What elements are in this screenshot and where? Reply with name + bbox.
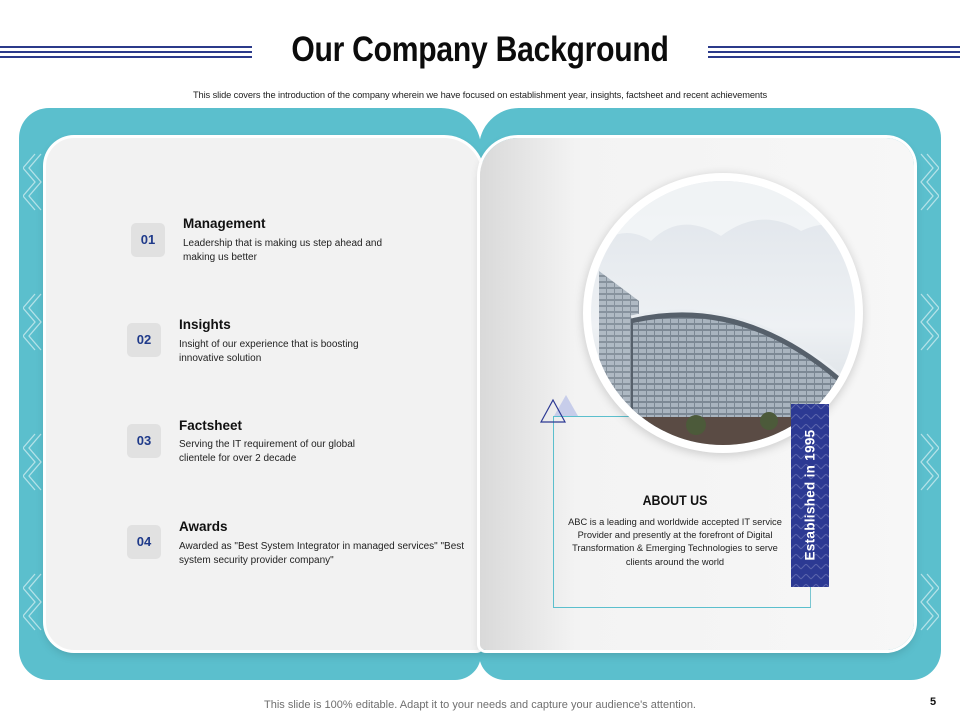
chevron-pattern-icon xyxy=(23,152,45,214)
item-title: Insights xyxy=(179,317,231,332)
chevron-pattern-icon xyxy=(917,292,939,354)
item-title: Awards xyxy=(179,519,228,534)
item-title: Factsheet xyxy=(179,418,243,433)
footer-note: This slide is 100% editable. Adapt it to your needs and capture your audience's attention. xyxy=(264,699,696,711)
chevron-pattern-icon xyxy=(23,572,45,634)
page-subtitle: This slide covers the introduction of the company wherein we have focused on establishment year, insights, factsheet and recent achievements xyxy=(192,90,768,100)
item-number-badge: 03 xyxy=(127,424,161,458)
chevron-pattern-icon xyxy=(23,292,45,354)
about-title: ABOUT US xyxy=(642,493,708,508)
item-description: Insight of our experience that is boosting innovative solution xyxy=(179,339,359,364)
item-number-badge: 01 xyxy=(131,223,165,257)
chevron-pattern-icon xyxy=(23,432,45,494)
left-page xyxy=(46,138,482,650)
chevron-pattern-icon xyxy=(917,152,939,214)
item-number-badge: 02 xyxy=(127,323,161,357)
item-number-badge: 04 xyxy=(127,525,161,559)
page-number: 5 xyxy=(930,696,937,708)
item-title: Management xyxy=(183,216,266,231)
established-banner xyxy=(791,404,829,587)
chevron-pattern-icon xyxy=(917,572,939,634)
item-description: Awarded as "Best System Integrator in managed services" "Best system security provider company" xyxy=(179,541,465,566)
established-label: Established in 1995 xyxy=(802,429,818,561)
about-description: ABC is a leading and worldwide accepted IT service Provider and presently at the forefront of Digital Transformation & Emerging Technologies to serve clients around the world xyxy=(568,517,782,567)
item-description: Serving the IT requirement of our global clientele for over 2 decade xyxy=(179,439,356,464)
chevron-pattern-icon xyxy=(917,432,939,494)
triangle-icon xyxy=(540,394,580,424)
item-description: Leadership that is making us step ahead and making us better xyxy=(183,238,383,263)
page-title: Our Company Background xyxy=(291,30,669,69)
